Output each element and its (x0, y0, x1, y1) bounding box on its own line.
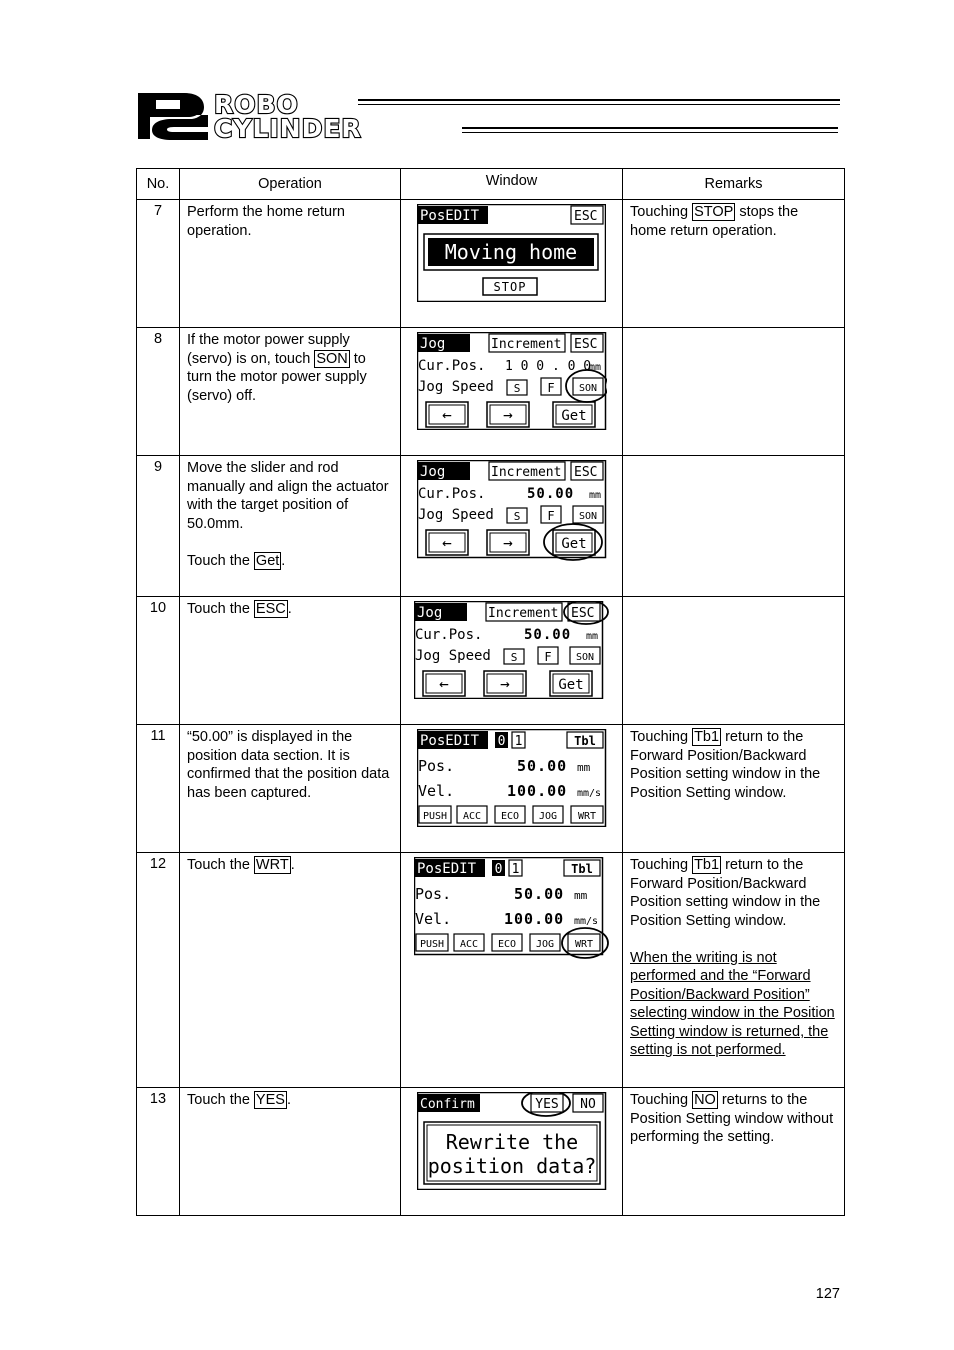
svg-text:ECO: ECO (497, 939, 516, 950)
svg-text:Rewrite the: Rewrite the (445, 1130, 578, 1154)
svg-text:mm: mm (576, 761, 590, 774)
svg-text:Tbl: Tbl (570, 862, 593, 876)
svg-text:Increment: Increment (490, 465, 561, 480)
page-number: 127 (815, 1286, 840, 1302)
table-row (137, 328, 845, 456)
window-cell (401, 1088, 623, 1216)
operation-cell: If the motor power supply (servo) is on, touch SON to turn the motor power supply (servo) off. (180, 328, 401, 456)
logo-text-top: ROBO (214, 91, 299, 119)
svg-text:S: S (513, 382, 520, 395)
step-number: 10 (137, 597, 180, 725)
svg-text:Jog: Jog (419, 464, 445, 480)
screen-jog-get-highlight (417, 460, 607, 562)
svg-text:1 0 0 . 0 0: 1 0 0 . 0 0 (504, 359, 591, 374)
rc-monogram-icon (136, 91, 208, 141)
svg-text:PUSH: PUSH (422, 811, 447, 822)
remarks-cell (623, 597, 845, 725)
svg-text:Jog Speed: Jog Speed (417, 507, 494, 523)
svg-text:Cur.Pos.: Cur.Pos. (417, 358, 485, 374)
svg-text:Get: Get (560, 536, 587, 552)
svg-text:NO: NO (579, 1097, 596, 1112)
screen-jog-son-highlight (417, 332, 607, 430)
svg-text:ACC: ACC (459, 939, 478, 950)
svg-text:50.00: 50.00 (526, 486, 574, 502)
remarks-cell: Touching Tb1 return to the Forward Position/Backward Position setting window in the Position Setting window. (623, 725, 845, 853)
svg-text:SON: SON (575, 652, 594, 663)
svg-text:PosEDIT: PosEDIT (416, 861, 476, 877)
operation-cell: “50.00” is displayed in the position data section. It is confirmed that the position data has been captured. (180, 725, 401, 853)
operation-cell: Perform the home return operation. (180, 200, 401, 328)
screen-posedit-values (417, 729, 607, 827)
svg-text:50.00: 50.00 (513, 885, 564, 903)
svg-text:PUSH: PUSH (419, 939, 444, 950)
svg-text:S: S (513, 510, 520, 523)
header-no: No. (137, 169, 180, 200)
svg-text:ECO: ECO (500, 811, 519, 822)
window-cell (401, 597, 623, 725)
remarks-cell: Touching Tb1 return to the Forward Position/Backward Position setting window in the Position Setting window. When the writing is not performed and the “Forward Position/Backward Position” selecting window in the Position Setting window is returned, the setting is not performed. (623, 853, 845, 1088)
svg-text:F: F (543, 650, 552, 664)
svg-text:→: → (502, 533, 513, 552)
svg-text:PosEDIT: PosEDIT (420, 208, 480, 224)
svg-text:←: ← (441, 533, 452, 552)
svg-text:ESC: ESC (570, 606, 594, 621)
table-row (137, 853, 845, 1088)
svg-text:1: 1 (511, 862, 519, 877)
svg-text:Increment: Increment (490, 337, 561, 352)
svg-text:S: S (510, 651, 517, 664)
svg-text:Cur.Pos.: Cur.Pos. (417, 486, 485, 502)
svg-text:Confirm: Confirm (419, 1097, 475, 1112)
svg-text:mm: mm (585, 631, 598, 642)
svg-text:50.00: 50.00 (516, 757, 567, 775)
svg-text:mm: mm (573, 889, 587, 902)
svg-text:Jog: Jog (416, 605, 442, 621)
svg-text:→: → (499, 674, 510, 693)
svg-text:mm/s: mm/s (573, 916, 598, 927)
svg-text:ESC: ESC (573, 465, 597, 480)
operation-cell: Touch the ESC . (180, 597, 401, 725)
remarks-cell: Touching STOP stops the home return operation. (623, 200, 845, 328)
svg-text:100.00: 100.00 (506, 782, 567, 800)
svg-text:WRT: WRT (577, 811, 596, 822)
svg-text:→: → (502, 405, 513, 424)
svg-text:Vel.: Vel. (414, 910, 451, 928)
svg-text:Pos.: Pos. (414, 885, 451, 903)
svg-text:Cur.Pos.: Cur.Pos. (414, 627, 482, 643)
step-number: 11 (137, 725, 180, 853)
window-cell (401, 328, 623, 456)
step-number: 12 (137, 853, 180, 1088)
svg-text:SON: SON (578, 511, 597, 522)
remarks-cell (623, 328, 845, 456)
svg-text:ESC: ESC (574, 209, 598, 224)
step-number: 7 (137, 200, 180, 328)
step-number: 8 (137, 328, 180, 456)
svg-text:←: ← (441, 405, 452, 424)
window-cell (401, 725, 623, 853)
svg-text:F: F (546, 509, 555, 523)
svg-text:Get: Get (560, 408, 587, 424)
svg-text:Tbl: Tbl (573, 734, 596, 748)
table-row (137, 725, 845, 853)
window-cell (401, 853, 623, 1088)
remarks-cell: Touching NO returns to the Position Setting window without performing the setting. (623, 1088, 845, 1216)
svg-text:Jog Speed: Jog Speed (417, 379, 494, 395)
svg-text:PosEDIT: PosEDIT (419, 733, 479, 749)
step-number: 9 (137, 456, 180, 597)
robo-cylinder-logo (136, 91, 842, 141)
svg-text:0: 0 (497, 734, 505, 749)
table-row (137, 597, 845, 725)
table-header-row (137, 169, 845, 200)
header-operation: Operation (180, 169, 401, 200)
svg-text:100.00: 100.00 (503, 910, 564, 928)
svg-text:mm: mm (588, 490, 601, 501)
svg-text:JOG: JOG (538, 811, 557, 822)
operation-cell: Move the slider and rod manually and align the actuator with the target position of 50.0mm. Touch the Get . (180, 456, 401, 597)
remarks-cell (623, 456, 845, 597)
svg-text:Vel.: Vel. (417, 782, 454, 800)
operation-table (136, 168, 845, 1216)
svg-text:50.00: 50.00 (523, 627, 571, 643)
svg-text:JOG: JOG (535, 939, 554, 950)
screen-posedit-wrt-highlight (414, 857, 610, 963)
operation-cell: Touch the WRT . (180, 853, 401, 1088)
svg-text:1: 1 (514, 734, 522, 749)
svg-text:ESC: ESC (573, 337, 597, 352)
svg-text:Get: Get (557, 677, 584, 693)
table-row (137, 1088, 845, 1216)
svg-text:WRT: WRT (574, 939, 593, 950)
svg-text:ACC: ACC (462, 811, 481, 822)
step-number: 13 (137, 1088, 180, 1216)
logo-text-bottom: CYLINDER (214, 114, 362, 141)
header-remarks: Remarks (623, 169, 845, 200)
svg-text:Jog: Jog (419, 336, 445, 352)
logo-lines (358, 99, 840, 133)
svg-text:STOP: STOP (493, 280, 527, 294)
table-row (137, 200, 845, 328)
screen-posedit-moving-home (417, 204, 606, 302)
table-row (137, 456, 845, 597)
operation-cell: Touch the YES . (180, 1088, 401, 1216)
svg-text:Moving home: Moving home (444, 240, 578, 264)
svg-text:0: 0 (494, 862, 502, 877)
svg-text:Increment: Increment (487, 606, 558, 621)
svg-text:Pos.: Pos. (417, 757, 454, 775)
svg-text:mm: mm (588, 362, 601, 373)
screen-jog-esc-highlight (414, 601, 610, 699)
window-cell (401, 200, 623, 328)
svg-text:←: ← (438, 674, 449, 693)
screen-confirm-yes-highlight (417, 1092, 607, 1190)
svg-text:F: F (546, 381, 555, 395)
header-window: Window (401, 169, 623, 200)
svg-text:YES: YES (534, 1097, 559, 1112)
svg-text:Jog Speed: Jog Speed (414, 648, 491, 664)
svg-text:position data?: position data? (427, 1154, 596, 1178)
svg-text:mm/s: mm/s (576, 788, 601, 799)
warning-note: When the writing is not performed and the “Forward Position/Backward Position” selecting window in the Position Setting window is returned, the setting is not performed. (630, 949, 835, 1058)
window-cell (401, 456, 623, 597)
svg-text:SON: SON (578, 383, 597, 394)
